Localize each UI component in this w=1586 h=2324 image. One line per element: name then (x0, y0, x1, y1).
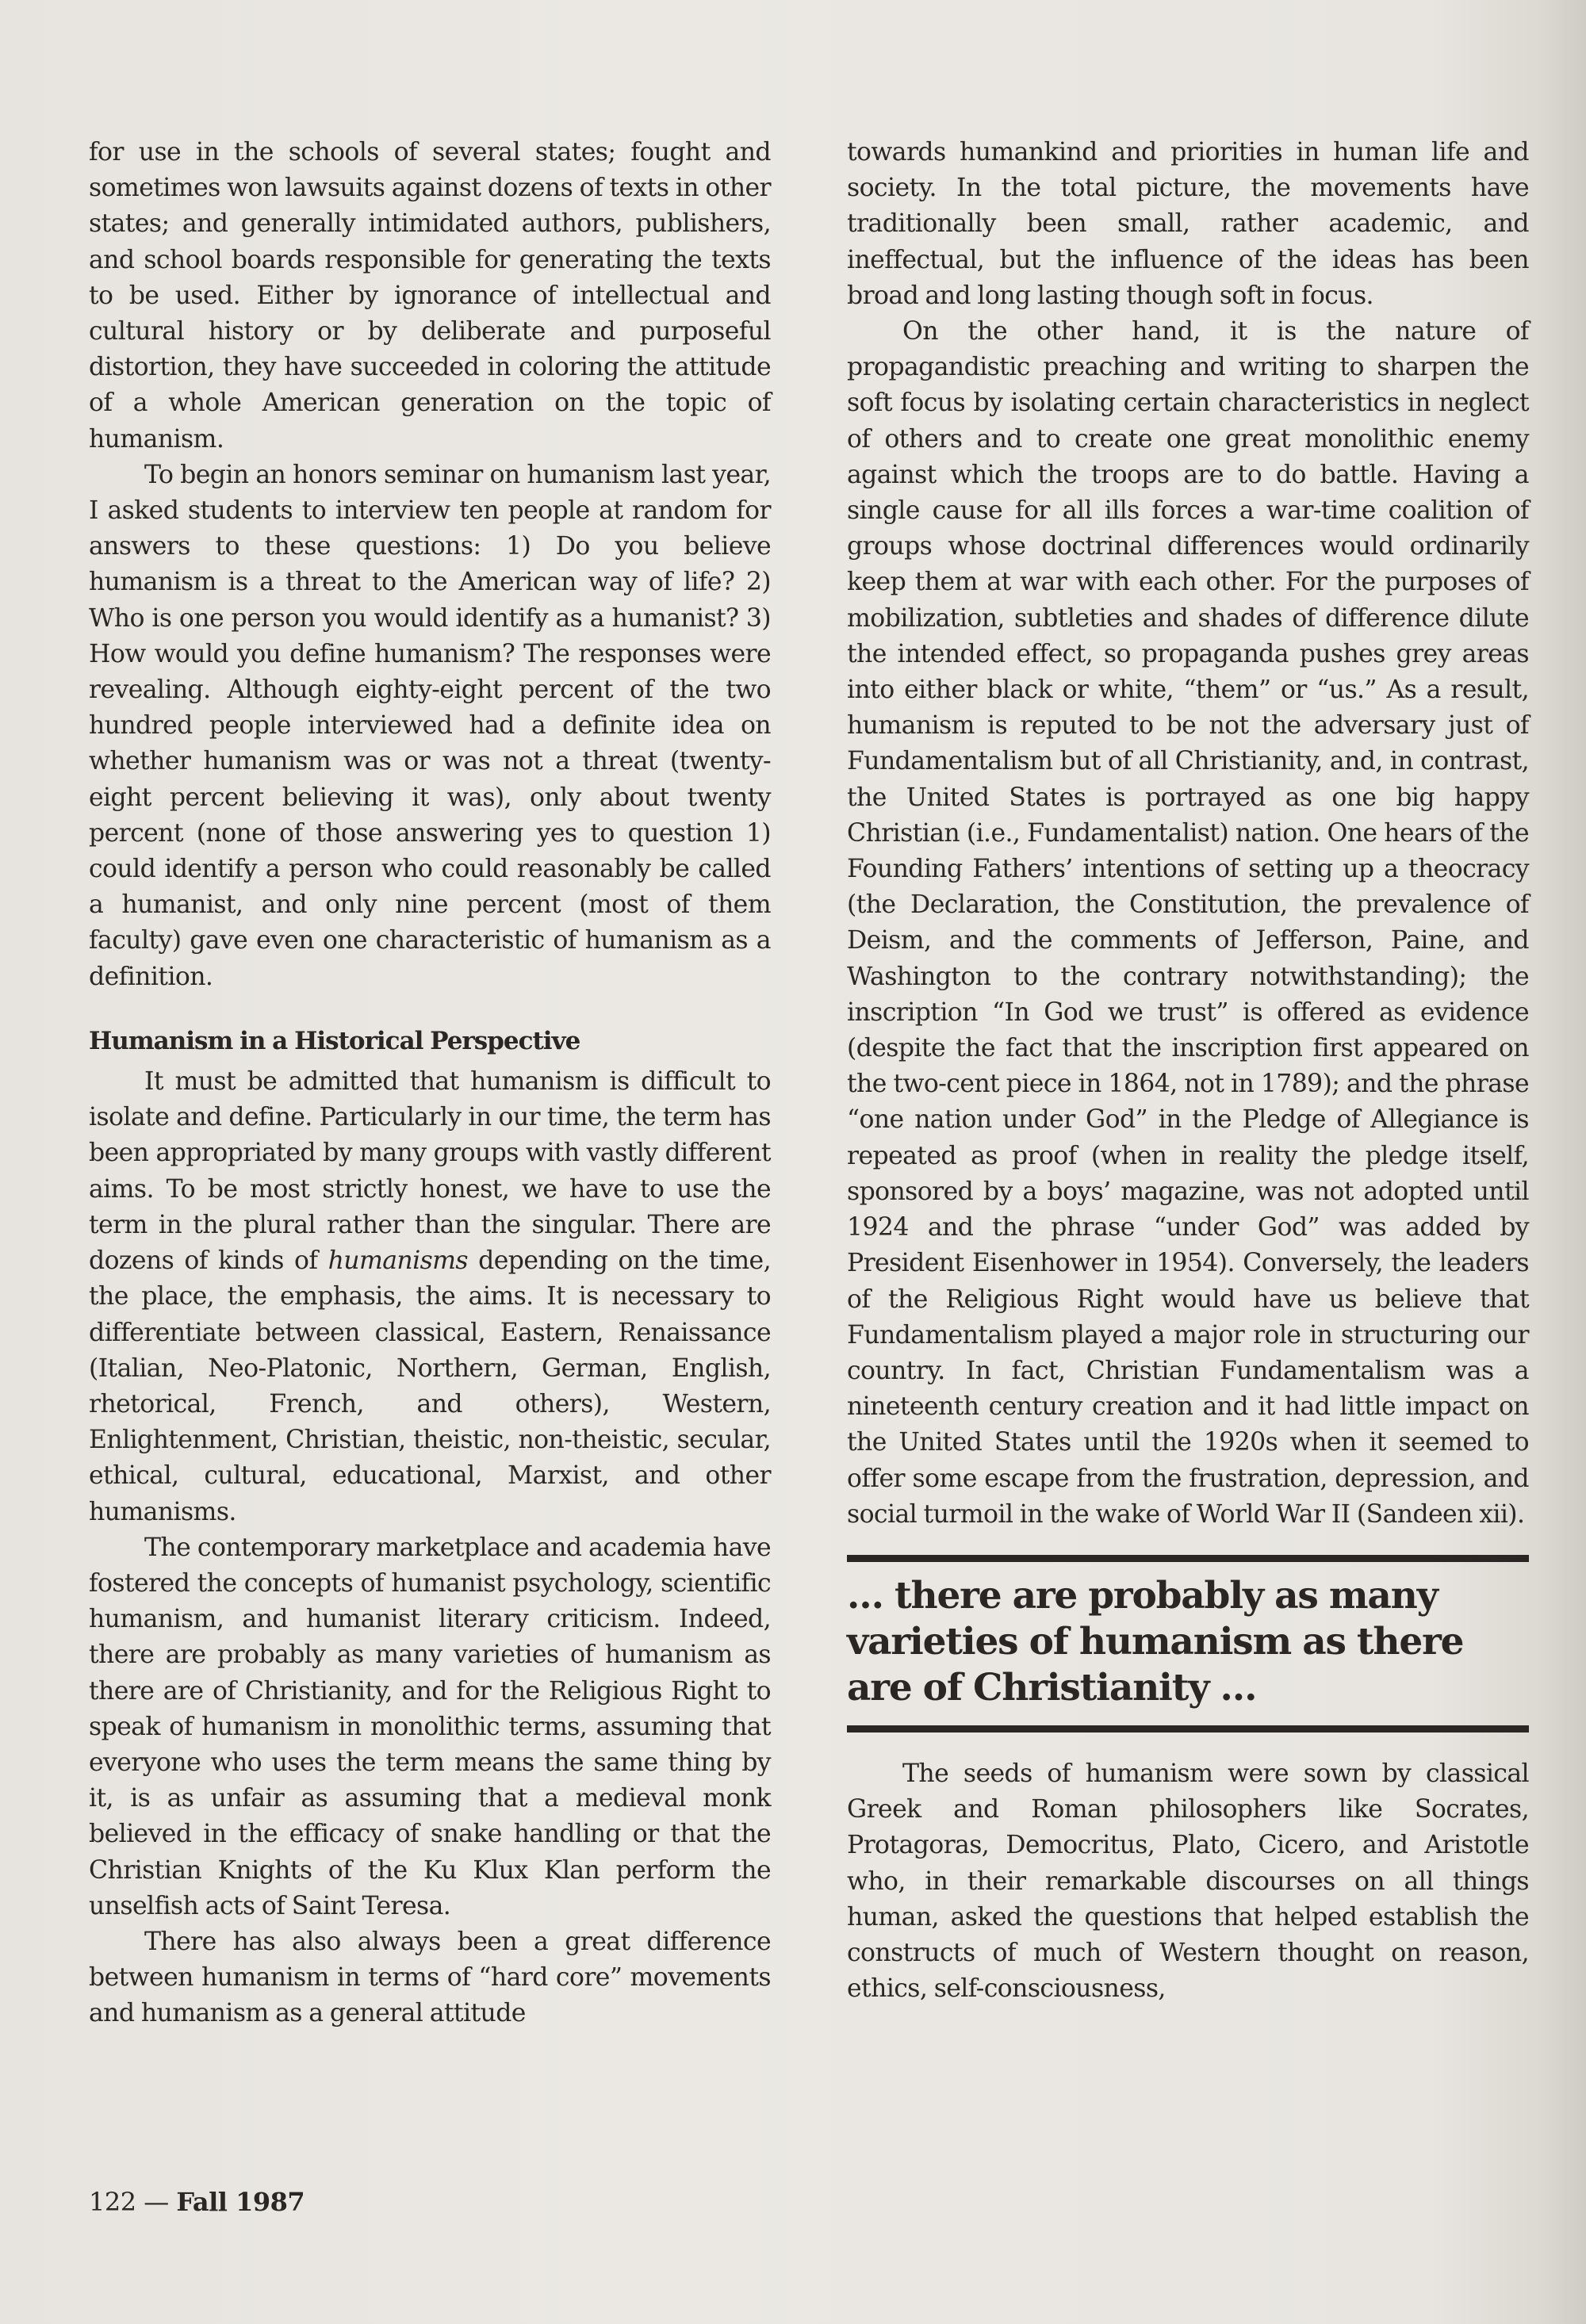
paragraph: The seeds of humanism were sown by classical Greek and Roman philosophers like Socrates, Protagoras, Democritus, Plato, Cicero, and Aristotle who, in their remarkable discourses on all things human, asked the questions that helped establish the constructs of much of Western thought on reason, ethics, self-consciousness, (847, 1759, 1529, 2004)
paragraph-text: depending on the time, the place, the emphasis, the aims. It is necessary to differentiate between classical, Eastern, Renaissance (Italian, Neo-Platonic, Northern, German, English, rhetorical, French, and others), Western, Enlightenment, Christian, theistic, non-theistic, secular, ethical, cultural, educational, Marxist, and other humanisms. (89, 1246, 771, 1526)
emphasis-text: humanisms (328, 1246, 468, 1276)
paragraph: for use in the schools of several states; fought and sometimes won lawsuits against dozens of texts in other states; and generally intimidated authors, publishers, and school boards responsible for generating the texts to be used. Either by ignorance of intellectual and cultural history or by deliberate and purposeful distortion, they have succeeded in coloring the attitude of a whole American generation on the topic of humanism. (89, 138, 771, 454)
page-footer (89, 2187, 305, 2217)
paragraph (89, 1064, 771, 1530)
issue-label: Fall 1987 (176, 2187, 305, 2217)
section-heading: Humanism in a Historical Perspective (89, 1026, 580, 1055)
paragraph: There has also always been a great difference between humanism in terms of “hard core” movements and humanism as a general attitude (89, 1927, 771, 2028)
paragraph: towards humankind and priorities in human life and society. In the total picture, the movements have traditionally been small, rather academic, and ineffectual, but the influence of the ideas has been broad and long lasting though soft in focus. (847, 138, 1529, 310)
paragraph: The contemporary marketplace and academia have fostered the concepts of humanist psychology, scientific humanism, and humanist literary criticism. Indeed, there are probably as many varieties of humanism as there are of Christianity, and for the Religious Right to speak of humanism in monolithic terms, assuming that everyone who uses the term means the same thing by it, is as unfair as assuming that a medieval monk believed in the efficacy of snake handling or that the Christian Knights of the Ku Klux Klan perform the unselfish acts of Saint Teresa. (89, 1533, 771, 1920)
right-column (847, 135, 1529, 2007)
pull-quote: … there are probably as many varieties of humanism as there are of Christianity … (847, 1555, 1529, 1732)
left-column (89, 135, 771, 2032)
paragraph-text: It must be admitted that humanism is difficult to isolate and define. Particularly in our time, the term has been appropriated by many groups with vastly different aims. To be most strictly honest, we have to use the term in the plural rather than the singular. There are dozens of kinds of (89, 1067, 771, 1276)
paragraph: On the other hand, it is the nature of propagandistic preaching and writing to sharpen the soft focus by isolating certain characteristics in neglect of others and to create one great monolithic enemy against which the troops are to do battle. Having a single cause for all ills forces a war-time coalition of groups whose doctrinal differences would ordinarily keep them at war with each other. For the purposes of mobilization, subtleties and shades of difference dilute the intended effect, so propaganda pushes grey areas into either black or white, “them” or “us.” As a result, humanism is reputed to be not the adversary just of Fundamentalism but of all Christianity, and, in contrast, the United States is portrayed as one big happy Christian (i.e., Fundamentalist) nation. One hears of the Founding Fathers’ intentions of setting up a theocracy (the Declaration, the Constitution, the prevalence of Deism, and the comments of Jefferson, Paine, and Washington to the contrary notwithstanding); the inscription “In God we trust” is offered as evidence (despite the fact that the inscription first appeared on the two-cent piece in 1864, not in 1789); and the phrase “one nation under God” in the Pledge of Allegiance is repeated as proof (when in reality the pledge itself, sponsored by a boys’ magazine, was not adopted until 1924 and the phrase “under God” was added by President Eisenhower in 1954). Conversely, the leaders of the Religious Right would have us believe that Fundamentalism played a major role in structuring our country. In fact, Christian Fundamentalism was a nineteenth century creation and it had little impact on the United States until the 1920s when it seemed to offer some escape from the frustration, depression, and social turmoil in the wake of World War II (Sandeen xii). (847, 317, 1529, 1529)
page-number: 122 — (89, 2187, 169, 2217)
paragraph: To begin an honors seminar on humanism last year, I asked students to interview ten people at random for answers to these questions: 1) Do you believe humanism is a threat to the American way of life? 2) Who is one person you would identify as a humanist? 3) How would you define humanism? The responses were revealing. Although eighty-eight percent of the two hundred people interviewed had a definite idea on whether humanism was or was not a threat (twenty-eight percent believing it was), only about twenty percent (none of those answering yes to question 1) could identify a person who could reasonably be called a humanist, and only nine percent (most of them faculty) gave even one characteristic of humanism as a definition. (89, 460, 771, 991)
